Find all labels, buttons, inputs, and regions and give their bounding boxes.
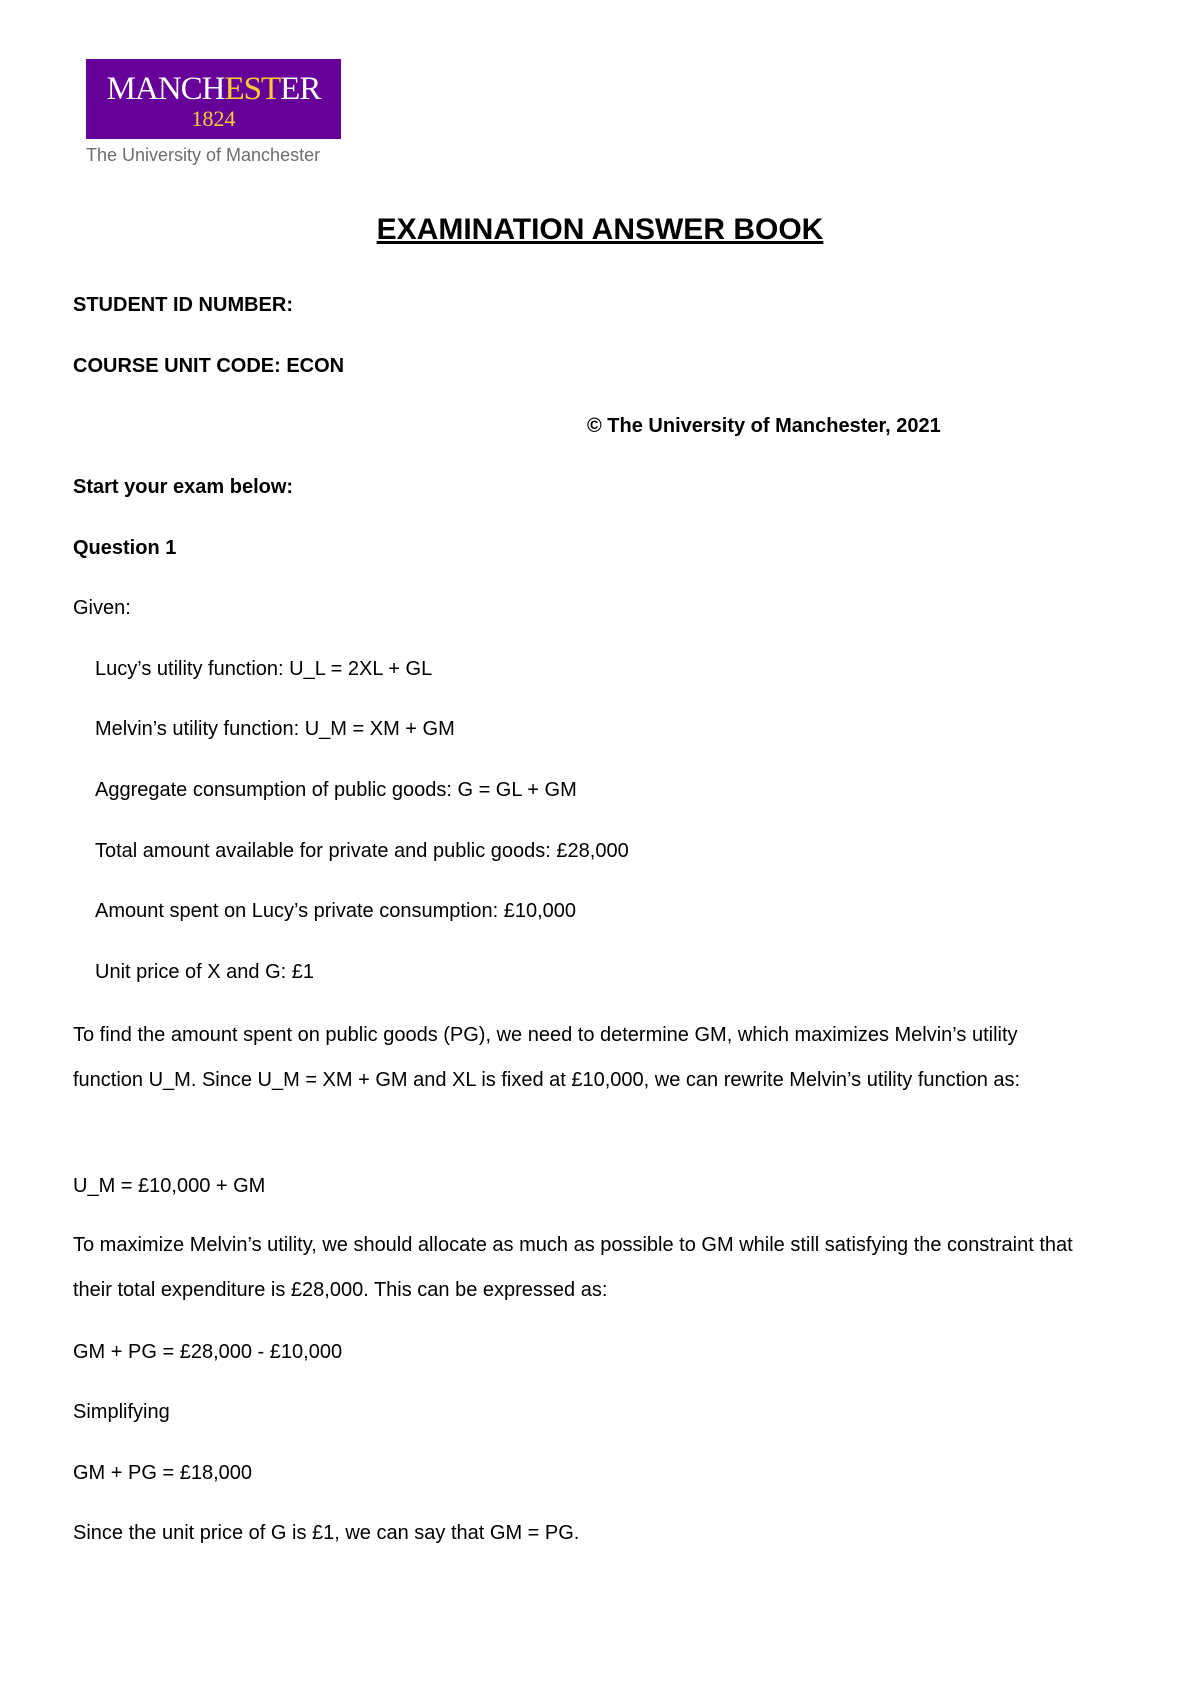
answer-paragraph: To find the amount spent on public goods (PG), we need to determine GM, which maximizes Melvin’s utility function U_M. Since U_M = XM + GM and XL is fixed at £10,000, we can rewrite Melvin’s utility function as:	[73, 1024, 1021, 1091]
given-item: Unit price of X and G: £1	[95, 961, 315, 983]
student-id-label: STUDENT ID NUMBER:	[73, 294, 293, 316]
logo-year: 1824	[191, 106, 236, 131]
answer-paragraph: To maximize Melvin’s utility, we should allocate as much as possible to GM while still satisfying the constraint that their total expenditure is £28,000. This can be expressed as:	[73, 1234, 1073, 1301]
start-exam-label: Start your exam below:	[73, 476, 294, 498]
final-statement: Since the unit price of G is £1, we can say that GM = PG.	[73, 1522, 580, 1544]
question-heading: Question 1	[73, 537, 177, 559]
equation: U_M = £10,000 + GM	[73, 1175, 266, 1197]
copyright-notice: © The University of Manchester, 2021	[587, 415, 941, 437]
equation: GM + PG = £28,000 - £10,000	[73, 1341, 343, 1363]
simplifying-label: Simplifying	[73, 1401, 170, 1423]
given-item: Total amount available for private and public goods: £28,000	[95, 840, 629, 862]
given-label: Given:	[73, 597, 131, 619]
course-unit-label: COURSE UNIT CODE: ECON	[73, 355, 345, 377]
logo-tagline: The University of Manchester	[86, 145, 321, 165]
university-logo	[86, 59, 341, 139]
given-item: Lucy’s utility function: U_L = 2XL + GL	[95, 658, 433, 680]
logo-wordmark: MANCHESTER	[106, 71, 321, 107]
equation: GM + PG = £18,000	[73, 1462, 252, 1484]
given-item: Amount spent on Lucy’s private consumption: £10,000	[95, 900, 577, 922]
given-item: Aggregate consumption of public goods: G = GL + GM	[95, 779, 577, 801]
given-item: Melvin’s utility function: U_M = XM + GM	[95, 718, 455, 740]
page-title: EXAMINATION ANSWER BOOK	[376, 213, 824, 246]
